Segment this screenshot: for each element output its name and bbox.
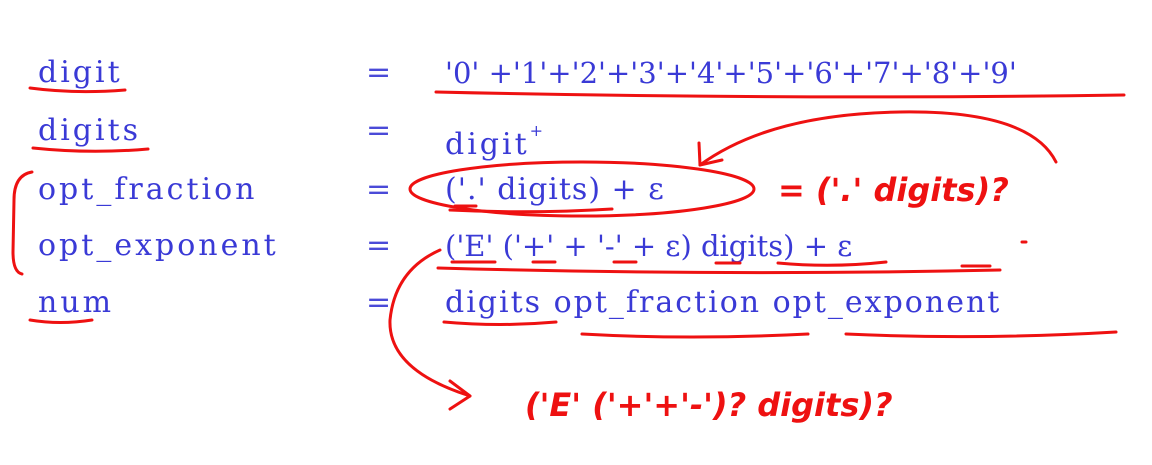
- equals-sign: =: [366, 55, 392, 90]
- underline-num-fraction: [582, 334, 808, 337]
- underline-num-exponent: [846, 332, 1116, 337]
- equals-sign: =: [366, 228, 392, 263]
- underline-num-digits: [444, 322, 556, 325]
- annotation-exponent-rewrite: ('E' ('+'+'-')? digits)?: [525, 386, 893, 424]
- rhs-digits: [445, 113, 546, 163]
- rhs-digit: '0' +'1'+'2'+'3'+'4'+'5'+'6'+'7'+'8'+'9': [445, 56, 1017, 90]
- name-opt-exponent: opt_exponent: [38, 228, 279, 263]
- rhs-digits-base: digit: [445, 127, 530, 162]
- arrow-head-epsilon: [699, 143, 722, 165]
- arrow-head-exponent: [450, 381, 470, 409]
- rhs-opt-exponent: ('E' ('+' + '-' + ε) digits) + ε: [445, 229, 853, 263]
- arrow-to-epsilon: [700, 112, 1056, 165]
- rhs-num: digits opt_fraction opt_exponent: [445, 285, 1002, 320]
- equals-sign: =: [366, 113, 392, 148]
- equals-sign: =: [366, 172, 392, 207]
- name-digits: digits: [38, 113, 142, 148]
- name-opt-fraction: opt_fraction: [38, 172, 258, 207]
- plus-superscript: +: [529, 121, 547, 140]
- underline-digit-rhs: [436, 92, 1124, 97]
- arrow-to-exponent-rewrite: [390, 250, 470, 396]
- rhs-opt-fraction: ('.' digits) + ε: [445, 172, 665, 207]
- underline-fraction-digits: [450, 209, 612, 212]
- annotation-fraction-rewrite: = ('.' digits)?: [778, 171, 1009, 209]
- bracket: [13, 172, 32, 274]
- equals-sign: =: [366, 285, 392, 320]
- underline-opt-exponent-rhs: [438, 268, 1000, 273]
- name-num: num: [38, 285, 115, 320]
- name-digit: digit: [38, 55, 123, 90]
